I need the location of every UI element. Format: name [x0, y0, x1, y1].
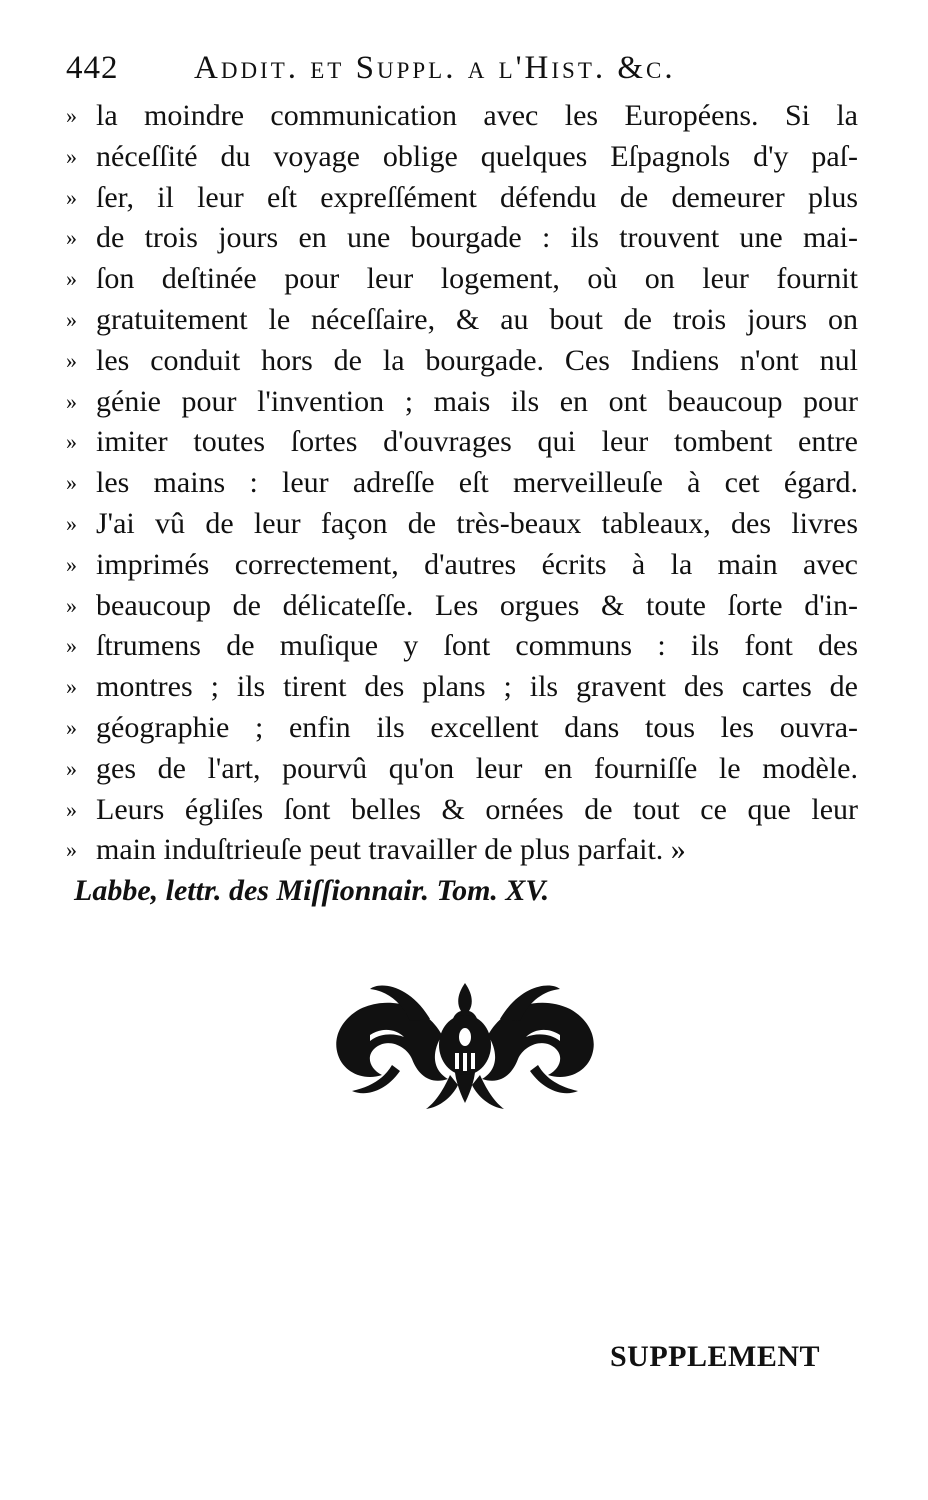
text-line — [66, 708, 858, 749]
quotation-mark: » — [66, 674, 77, 700]
text-line — [66, 178, 858, 219]
text-line — [66, 504, 858, 545]
quotation-mark: » — [66, 225, 77, 251]
citation-line — [66, 871, 858, 912]
quotation-mark: » — [66, 714, 77, 740]
quotation-mark: » — [66, 633, 77, 659]
text-line — [66, 749, 858, 790]
page-number: 442 — [66, 50, 119, 86]
line-text: Leurs égliſes ſont belles & ornées de tout ce que leur — [96, 792, 858, 826]
line-text: montres ; ils tirent des plans ; ils gravent des cartes de — [96, 670, 858, 704]
text-line — [66, 422, 858, 463]
text-line — [66, 626, 858, 667]
quotation-mark: » — [66, 755, 77, 781]
text-line — [66, 96, 858, 137]
running-head — [66, 50, 856, 90]
text-line — [66, 382, 858, 423]
line-text: ſon deſtinée pour leur logement, où on leur fournit — [96, 262, 858, 296]
quotation-mark: » — [66, 388, 77, 414]
text-line — [66, 300, 858, 341]
quotation-mark: » — [66, 266, 77, 292]
line-text: beaucoup de délicateſſe. Les orgues & toute ſorte d'in- — [96, 588, 858, 622]
quotation-mark: » — [66, 592, 77, 618]
line-text: la moindre communication avec les Européens. Si la — [96, 99, 858, 132]
running-head-title: Addit. et Suppl. a l'Hist. &c. — [194, 50, 676, 86]
quotation-mark: » — [66, 470, 77, 496]
text-line — [66, 790, 858, 831]
text-line — [66, 667, 858, 708]
quotation-mark: » — [66, 184, 77, 210]
line-text: ſer, il leur eſt expreſſément défendu de demeurer plus — [96, 180, 858, 214]
line-text: J'ai vû de leur façon de très-beaux tableaux, des livres — [96, 506, 858, 540]
text-line — [66, 259, 858, 300]
text-line — [66, 545, 858, 586]
line-text: les conduit hors de la bourgade. Ces Indiens n'ont nul — [96, 343, 858, 377]
text-line — [66, 586, 858, 627]
quotation-mark: » — [66, 837, 77, 863]
line-text: génie pour l'invention ; mais ils en ont beaucoup pour — [96, 384, 858, 418]
line-text: ges de l'art, pourvû qu'on leur en fourniſſe le modèle. — [96, 751, 858, 785]
line-text: main induſtrieuſe peut travailler de plus parfait. » — [96, 833, 686, 867]
line-text: imiter toutes ſortes d'ouvrages qui leur tombent entre — [96, 425, 858, 459]
line-text: gratuitement le néceſſaire, & au bout de trois jours on — [96, 302, 858, 336]
line-text: les mains : leur adreſſe eſt merveilleuſe à cet égard. — [96, 466, 858, 500]
line-text: géographie ; enfin ils excellent dans tous les ouvra- — [96, 710, 858, 744]
text-line — [66, 341, 858, 382]
quotation-mark: » — [66, 429, 77, 455]
catchword: SUPPLEMENT — [610, 1340, 821, 1373]
quotation-mark: » — [66, 103, 77, 128]
quotation-mark: » — [66, 510, 77, 536]
quotation-mark: » — [66, 143, 77, 169]
text-line — [66, 463, 858, 504]
line-text: imprimés correctement, d'autres écrits à la main avec — [96, 547, 858, 581]
quotation-mark: » — [66, 347, 77, 373]
citation: Labbe, lettr. des Miſſionnair. Tom. XV. — [74, 874, 550, 908]
fleuron-ornament — [330, 975, 600, 1115]
line-text: néceſſité du voyage oblige quelques Eſpagnols d'y paſ- — [96, 139, 858, 173]
text-line — [66, 830, 858, 871]
line-text: ſtrumens de muſique y ſont communs : ils font des — [96, 629, 858, 663]
line-text: de trois jours en une bourgade : ils trouvent une mai- — [96, 221, 858, 255]
quotation-mark: » — [66, 551, 77, 577]
quotation-mark: » — [66, 306, 77, 332]
text-line — [66, 218, 858, 259]
body-text — [66, 96, 858, 912]
text-line — [66, 137, 858, 178]
quotation-mark: » — [66, 796, 77, 822]
